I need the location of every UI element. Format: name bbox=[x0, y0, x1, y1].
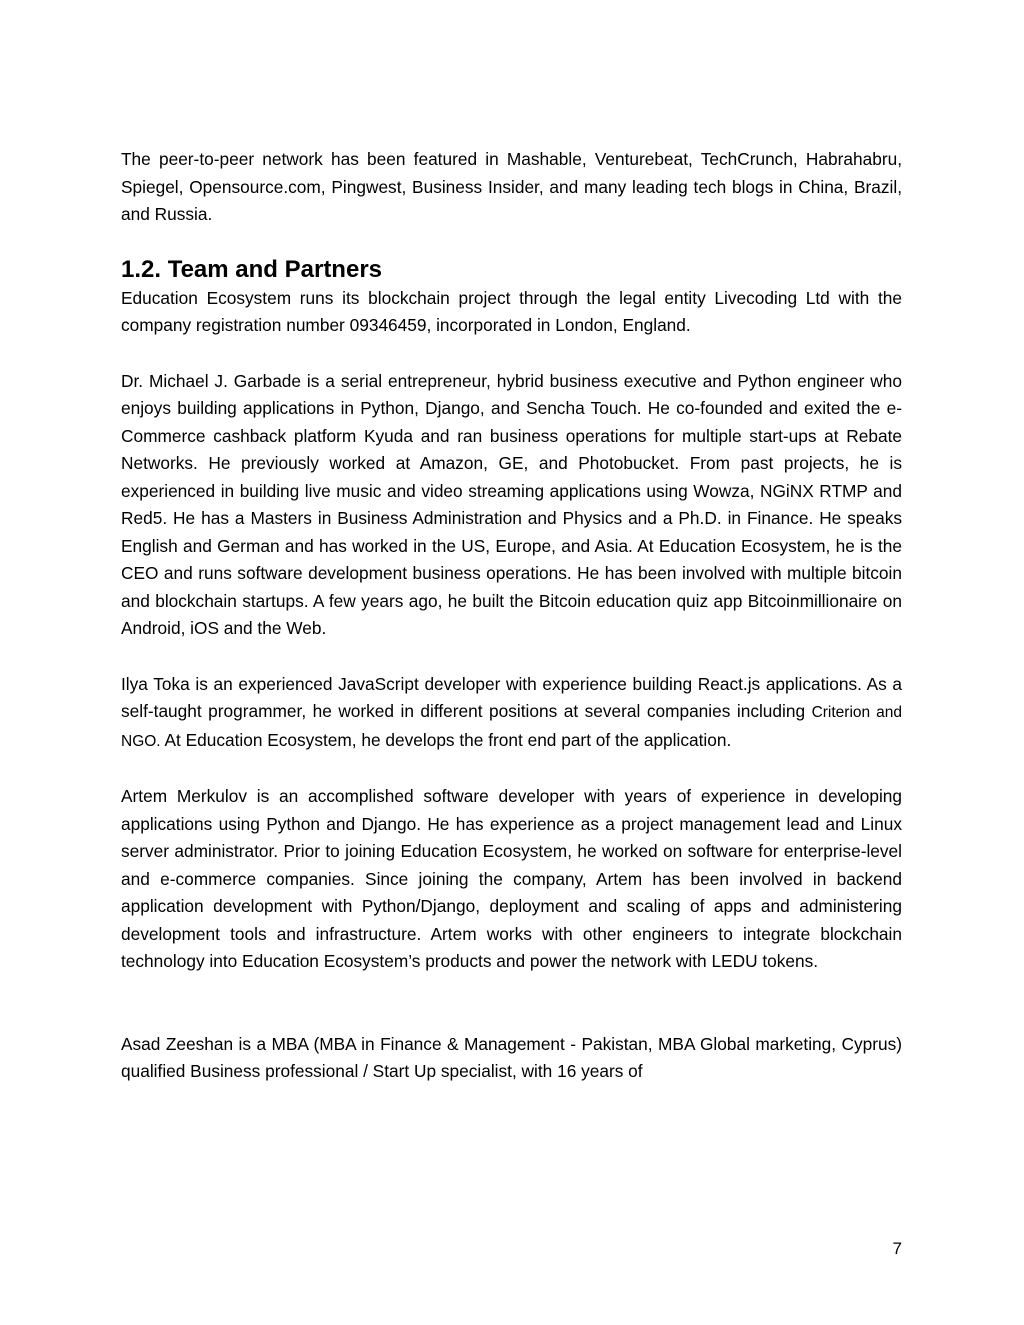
section-heading: 1.2. Team and Partners bbox=[121, 255, 382, 283]
entity-paragraph: Education Ecosystem runs its blockchain project through the legal entity Livecoding Ltd with the company registration number 09346459, incorporated in London, England. bbox=[121, 287, 902, 335]
toka-companies: Criterion and NGO. bbox=[121, 704, 902, 750]
page-number: 7 bbox=[892, 1239, 902, 1258]
intro-paragraph: The peer-to-peer network has been featured in Mashable, Venturebeat, TechCrunch, Habrahabru, Spiegel, Opensource.com, Pingwest, Business Insider, and many leading tech blogs in China, Brazil, and Russia. bbox=[121, 149, 902, 224]
toka-bio-text-2: At Education Ecosystem, he develops the front end part of the application. bbox=[160, 729, 732, 750]
zeeshan-bio-paragraph: Asad Zeeshan is a MBA (MBA in Finance & Management - Pakistan, MBA Global marketing, Cyprus) qualified Business professional / Start Up specialist, with 16 years of bbox=[121, 1033, 902, 1081]
toka-bio-text-1: Ilya Toka is an experienced JavaScript developer with experience building React.js applications. As a self-taught programmer, he worked in different positions at several companies including bbox=[121, 673, 902, 721]
document-page bbox=[121, 146, 902, 1086]
merkulov-bio-paragraph: Artem Merkulov is an accomplished software developer with years of experience in developing applications using Python and Django. He has experience as a project management lead and Linux server administrator. Prior to joining Education Ecosystem, he worked on software for enterprise-level and e-commerce companies. Since joining the company, Artem has been involved in backend application development with Python/Django, deployment and scaling of apps and administering development tools and infrastructure. Artem works with other engineers to integrate blockchain technology into Education Ecosystem’s products and power the network with LEDU tokens. bbox=[121, 786, 902, 971]
toka-bio-paragraph bbox=[121, 671, 902, 756]
garbade-bio-paragraph: Dr. Michael J. Garbade is a serial entrepreneur, hybrid business executive and Python engineer who enjoys building applications in Python, Django, and Sencha Touch. He co-founded and exited the e-Commerce cashback platform Kyuda and ran business operations for multiple start-ups at Rebate Networks. He previously worked at Amazon, GE, and Photobucket. From past projects, he is experienced in building live music and video streaming applications using Wowza, NGiNX RTMP and Red5. He has a Masters in Business Administration and Physics and a Ph.D. in Finance. He speaks English and German and has worked in the US, Europe, and Asia. At Education Ecosystem, he is the CEO and runs software development business operations. He has been involved with multiple bitcoin and blockchain startups. A few years ago, he built the Bitcoin education quiz app Bitcoinmillionaire on Android, iOS and the Web. bbox=[121, 370, 902, 638]
